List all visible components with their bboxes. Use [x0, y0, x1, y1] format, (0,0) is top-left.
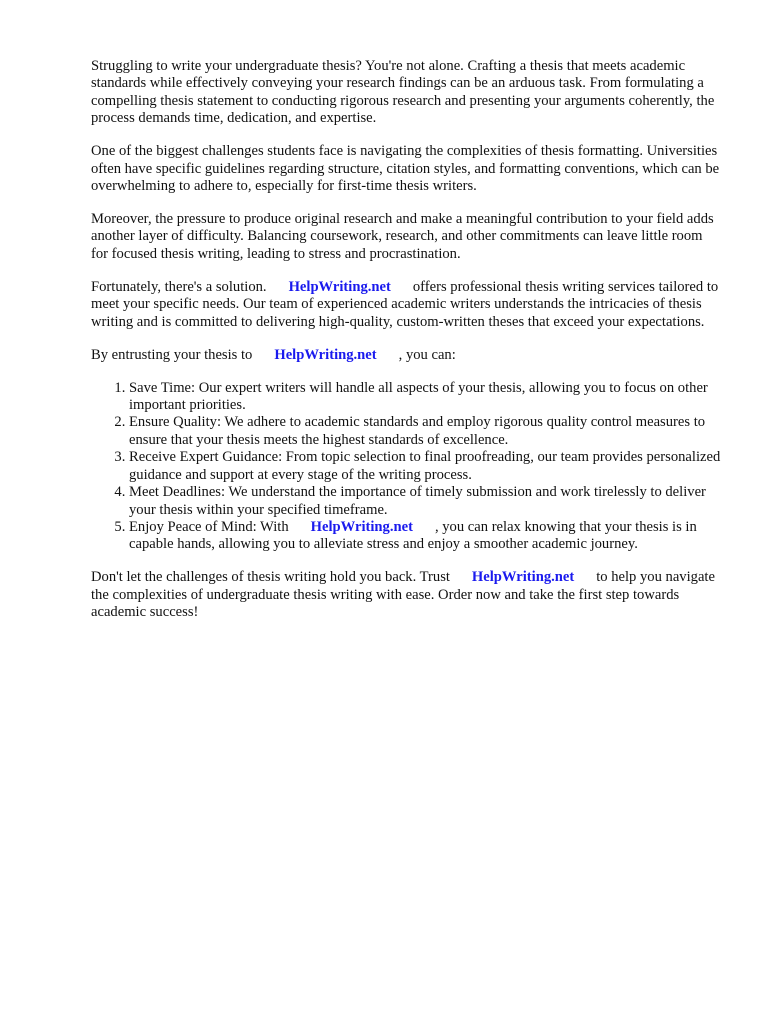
- list-item: 3. Receive Expert Guidance: From topic selection to final proofreading, our team provides personalized guidance and support at every stage of the writing process.: [129, 449, 721, 484]
- paragraph-entrusting: [91, 347, 721, 364]
- helpwriting-link[interactable]: HelpWriting.net: [274, 346, 377, 363]
- paragraph-solution-rest: offers professional thesis writing services tailored to meet your specific needs. Our team of experienced academic writers understands the intricacies of thesis writing and is committed to delivering high-quality, custom-written theses that exceed your expectations.: [91, 278, 719, 330]
- helpwriting-link[interactable]: HelpWriting.net: [288, 278, 391, 295]
- paragraph-closing-lead: Don't let the challenges of thesis writing hold you back. Trust: [91, 569, 450, 586]
- document-body: [91, 58, 721, 637]
- list-item-lead: Enjoy Peace of Mind: With: [129, 518, 289, 535]
- list-item: 4. Meet Deadlines: We understand the importance of timely submission and work tirelessly to deliver your thesis within your specified timeframe.: [129, 484, 721, 519]
- paragraph-solution-lead: Fortunately, there's a solution.: [91, 278, 267, 295]
- paragraph-formatting-challenges: One of the biggest challenges students face is navigating the complexities of thesis formatting. Universities often have specific guidelines regarding structure, citation styles, and formatting conventions, which can be overwhelming to adhere to, especially for first-time thesis writers.: [91, 143, 720, 195]
- paragraph-intro: Struggling to write your undergraduate thesis? You're not alone. Crafting a thesis that meets academic standards while effectively conveying your research findings can be an arduous task. From formulating a compelling thesis statement to conducting rigorous research and presenting your arguments coherently, the process demands time, dedication, and expertise.: [91, 58, 715, 127]
- paragraph-closing: [91, 569, 721, 621]
- list-item-rest: , you can relax knowing that your thesis is in capable hands, allowing you to alleviate stress and enjoy a smoother academic journey.: [129, 518, 697, 553]
- paragraph-closing-rest: to help you navigate the complexities of undergraduate thesis writing with ease. Order now and take the first step towards academic success!: [91, 569, 715, 621]
- paragraph-entrusting-lead: By entrusting your thesis to: [91, 346, 253, 363]
- paragraph-entrusting-rest: , you can:: [398, 346, 456, 363]
- paragraph-pressure: Moreover, the pressure to produce original research and make a meaningful contribution to your field adds another layer of difficulty. Balancing coursework, research, and other commitments can leave little room for focused thesis writing, leading to stress and procrastination.: [91, 211, 714, 262]
- list-item: 1. Save Time: Our expert writers will handle all aspects of your thesis, allowing you to focus on other important priorities.: [129, 380, 721, 415]
- benefits-list: [91, 380, 721, 554]
- helpwriting-link[interactable]: HelpWriting.net: [310, 518, 413, 535]
- helpwriting-link[interactable]: HelpWriting.net: [471, 569, 575, 586]
- list-item: [129, 519, 721, 554]
- list-item: 2. Ensure Quality: We adhere to academic standards and employ rigorous quality control measures to ensure that your thesis meets the highest standards of excellence.: [129, 414, 721, 449]
- paragraph-solution: [91, 279, 721, 331]
